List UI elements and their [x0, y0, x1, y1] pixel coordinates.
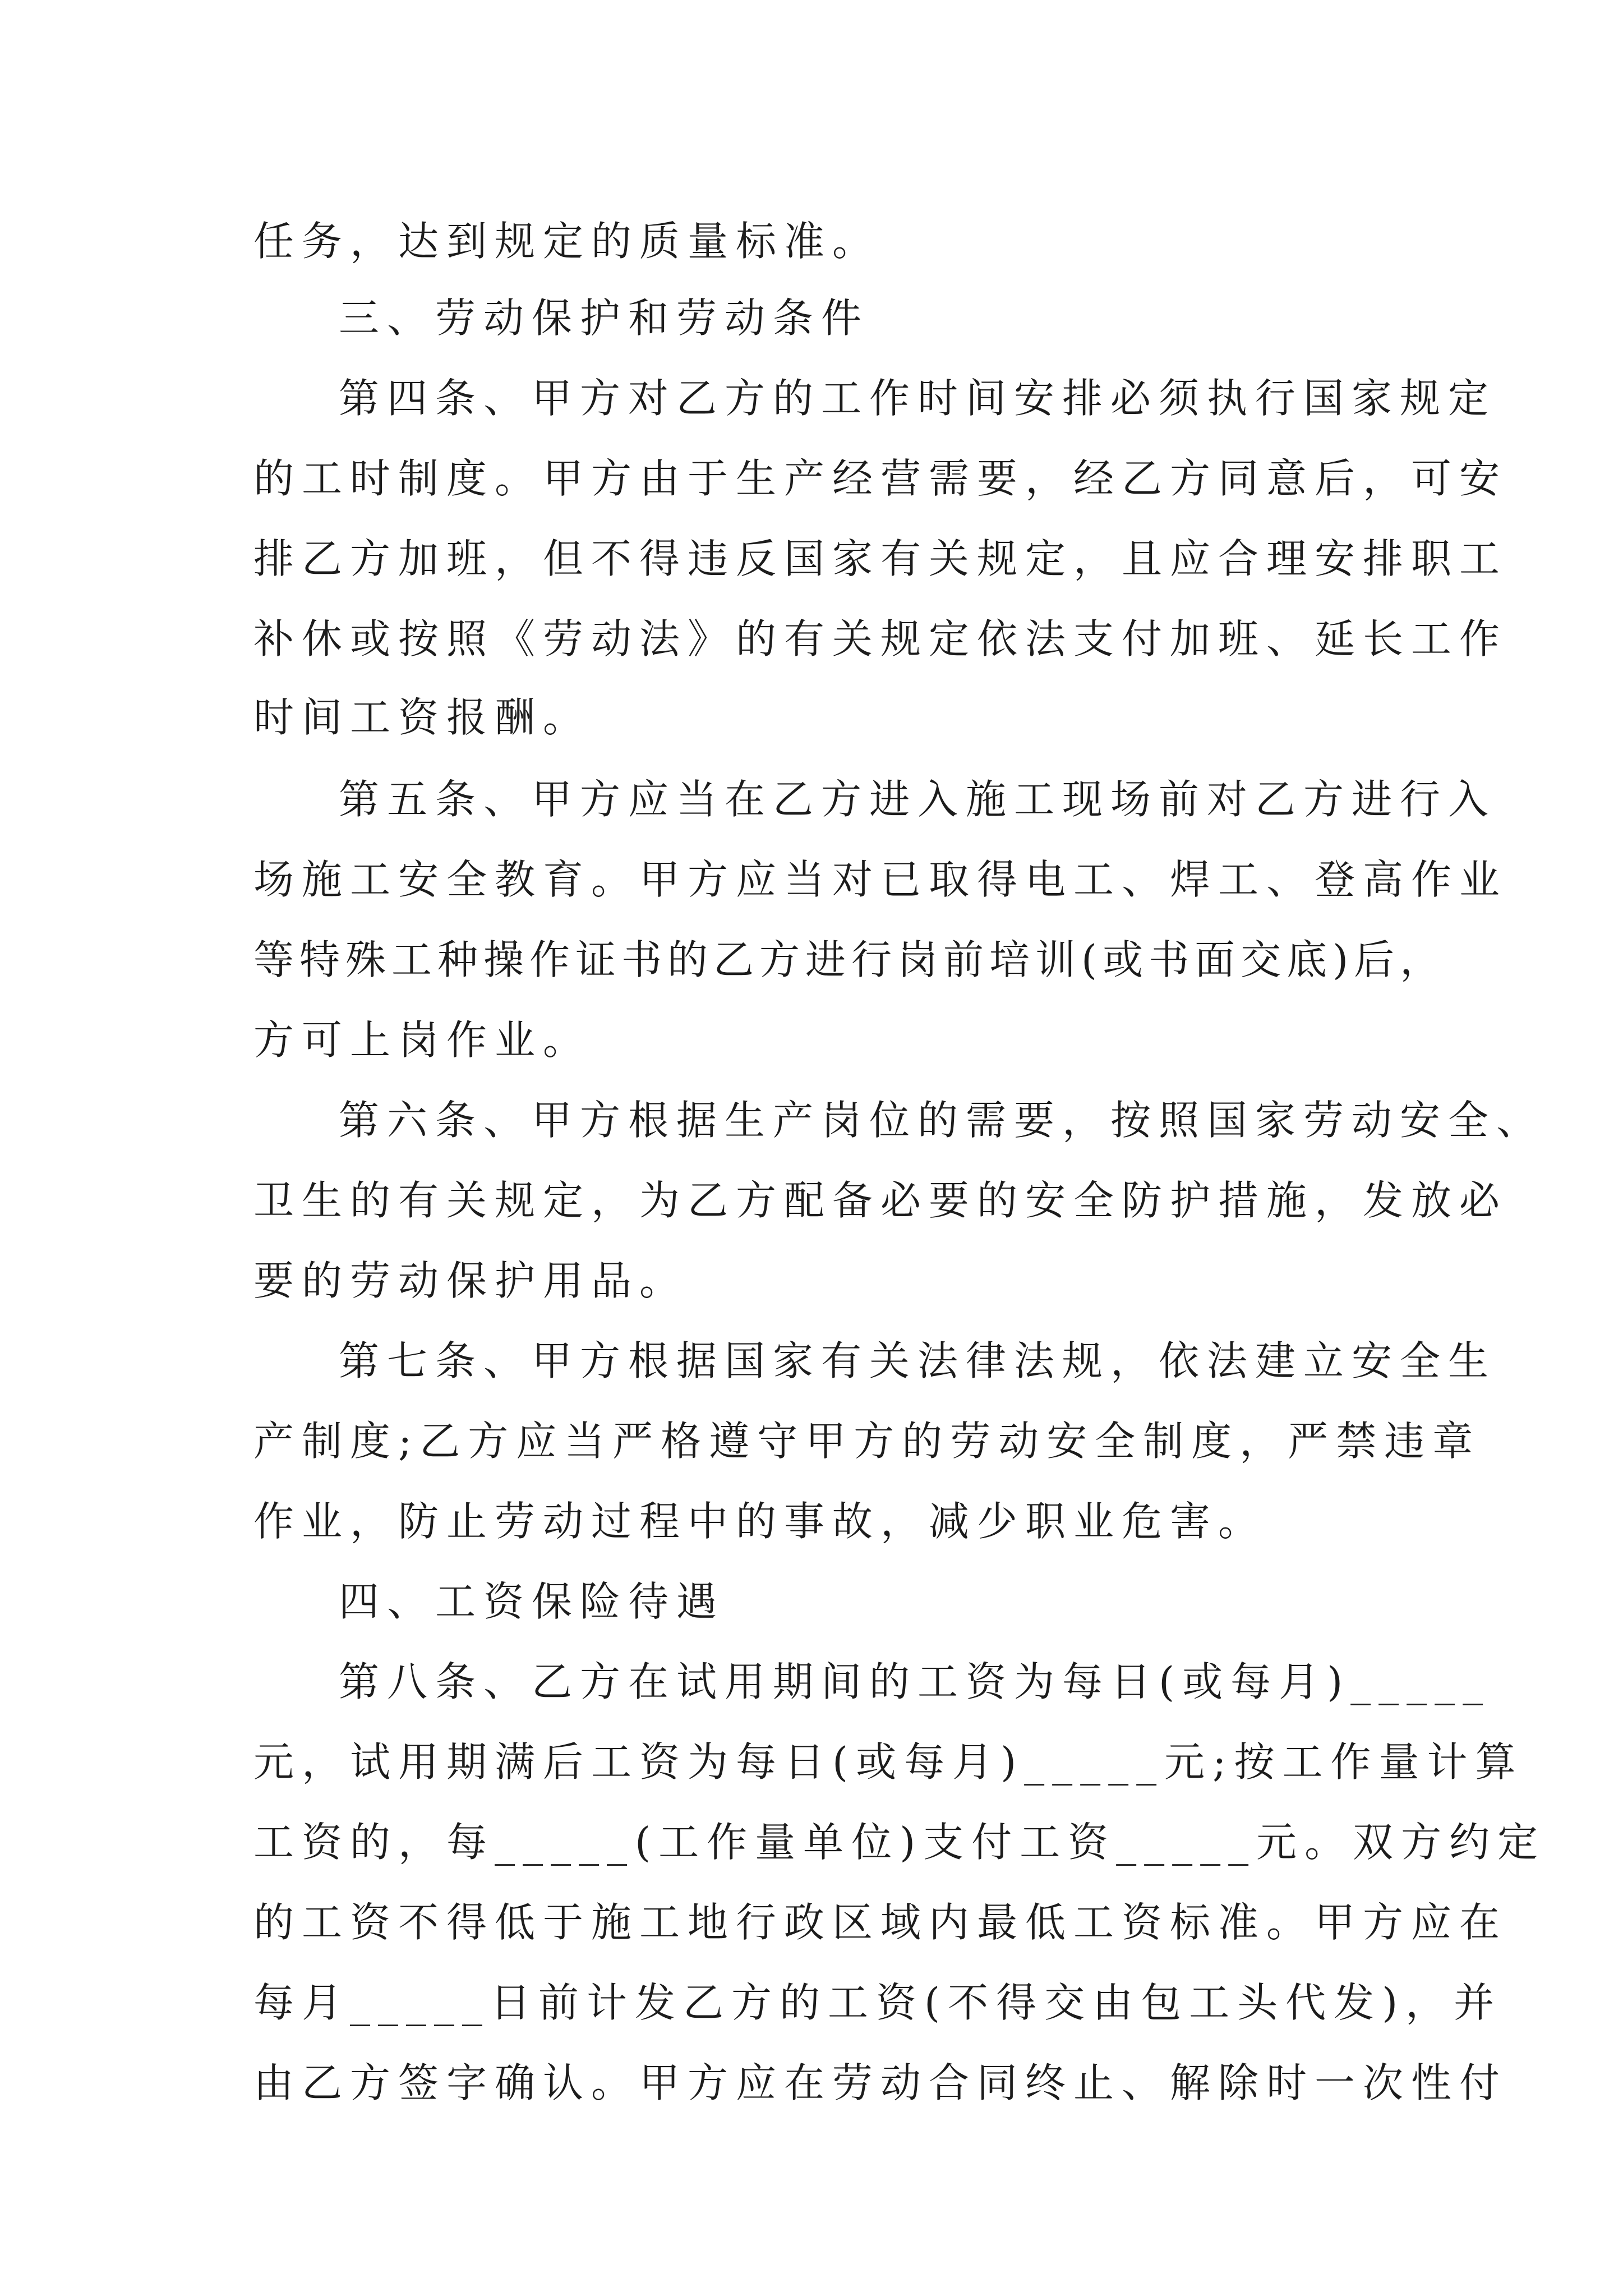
text-line: 第七条、甲方根据国家有关法律法规，依法建立安全生 — [339, 1337, 1497, 1384]
text-line: 的工资不得低于施工地行政区域内最低工资标准。甲方应在 — [253, 1899, 1508, 1946]
text-line: 排乙方加班，但不得违反国家有关规定，且应合理安排职工 — [253, 535, 1508, 582]
text-line: 卫生的有关规定，为乙方配备必要的安全防护措施，发放必 — [253, 1177, 1508, 1224]
text-line: 第六条、甲方根据生产岗位的需要，按照国家劳动安全、 — [339, 1097, 1545, 1144]
text-line: 方可上岗作业。 — [253, 1016, 592, 1064]
section-heading: 四、工资保险待遇 — [339, 1578, 725, 1625]
section-heading: 三、劳动保护和劳动条件 — [339, 295, 870, 342]
text-line: 等特殊工种操作证书的乙方进行岗前培训(或书面交底)后， — [253, 936, 1446, 983]
text-line: 工资的，每_____(工作量单位)支付工资_____元。双方约定 — [253, 1819, 1546, 1866]
text-line: 要的劳动保护用品。 — [253, 1257, 688, 1304]
text-line: 每月_____日前计发乙方的工资(不得交由包工头代发)，并 — [253, 1979, 1502, 2026]
text-line: 的工时制度。甲方由于生产经营需要，经乙方同意后，可安 — [253, 455, 1508, 502]
text-line: 第八条、乙方在试用期间的工资为每日(或每月)_____ — [339, 1658, 1491, 1705]
text-line: 第四条、甲方对乙方的工作时间安排必须执行国家规定 — [339, 375, 1497, 422]
text-line: 作业，防止劳动过程中的事故，减少职业危害。 — [253, 1498, 1267, 1545]
text-line: 补休或按照《劳动法》的有关规定依法支付加班、延长工作 — [253, 615, 1508, 662]
text-line: 任务，达到规定的质量标准。 — [253, 218, 881, 265]
text-line: 时间工资报酬。 — [253, 694, 592, 741]
text-line: 第五条、甲方应当在乙方进入施工现场前对乙方进行入 — [339, 776, 1497, 823]
text-line: 场施工安全教育。甲方应当对已取得电工、焊工、登高作业 — [253, 856, 1508, 903]
text-line: 由乙方签字确认。甲方应在劳动合同终止、解除时一次性付 — [253, 2059, 1508, 2106]
text-line: 产制度;乙方应当严格遵守甲方的劳动安全制度，严禁违章 — [253, 1418, 1481, 1465]
text-line: 元，试用期满后工资为每日(或每月)_____元;按工作量计算 — [253, 1738, 1524, 1786]
